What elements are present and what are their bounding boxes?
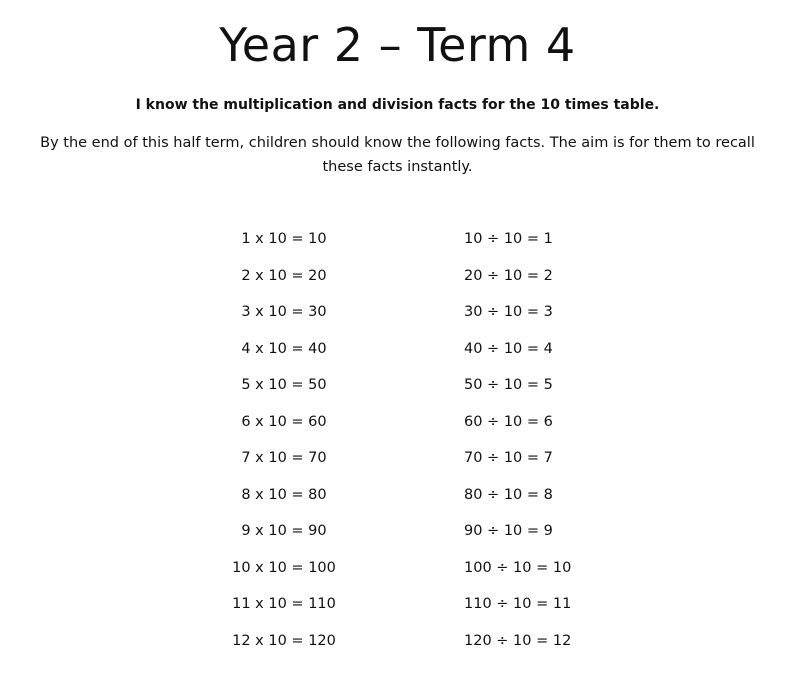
division-fact: 40 ÷ 10 = 4 [464, 340, 553, 357]
fact-row [0, 484, 795, 521]
division-fact: 110 ÷ 10 = 11 [464, 596, 572, 612]
division-fact: 90 ÷ 10 = 9 [464, 523, 553, 539]
division-fact: 80 ÷ 10 = 8 [464, 486, 553, 503]
multiplication-fact: 2 x 10 = 20 [241, 267, 327, 284]
division-fact: 100 ÷ 10 = 10 [464, 559, 572, 576]
page-title: Year 2 – Term 4 [219, 18, 576, 72]
multiplication-fact: 4 x 10 = 40 [241, 340, 327, 357]
fact-row [0, 557, 795, 594]
fact-row [0, 228, 795, 265]
fact-row [0, 447, 795, 484]
fact-row [0, 520, 795, 557]
division-fact: 20 ÷ 10 = 2 [464, 267, 553, 284]
division-fact: 50 ÷ 10 = 5 [464, 377, 553, 393]
division-fact: 70 ÷ 10 = 7 [464, 450, 553, 466]
fact-row [0, 338, 795, 375]
multiplication-fact: 7 x 10 = 70 [241, 450, 327, 466]
multiplication-fact: 9 x 10 = 90 [241, 523, 327, 539]
multiplication-fact: 11 x 10 = 110 [232, 596, 336, 612]
fact-row [0, 411, 795, 448]
multiplication-fact: 3 x 10 = 30 [241, 304, 327, 320]
multiplication-fact: 10 x 10 = 100 [232, 559, 336, 576]
fact-row [0, 593, 795, 630]
facts-list [0, 228, 795, 666]
fact-row [0, 301, 795, 338]
learning-objective: I know the multiplication and division facts for the 10 times table. [135, 97, 660, 113]
multiplication-fact: 12 x 10 = 120 [232, 632, 336, 649]
multiplication-fact: 5 x 10 = 50 [241, 377, 327, 393]
fact-row [0, 630, 795, 667]
intro-text: By the end of this half term, children should know the following facts. The aim is for them to recall these facts instantly. [40, 135, 755, 175]
division-fact: 30 ÷ 10 = 3 [464, 304, 553, 320]
multiplication-fact: 6 x 10 = 60 [241, 413, 327, 430]
fact-row [0, 374, 795, 411]
multiplication-fact: 8 x 10 = 80 [241, 486, 327, 503]
division-fact: 120 ÷ 10 = 12 [464, 632, 572, 649]
multiplication-fact: 1 x 10 = 10 [241, 231, 327, 247]
division-fact: 10 ÷ 10 = 1 [464, 231, 553, 247]
division-fact: 60 ÷ 10 = 6 [464, 413, 553, 430]
fact-row [0, 265, 795, 302]
